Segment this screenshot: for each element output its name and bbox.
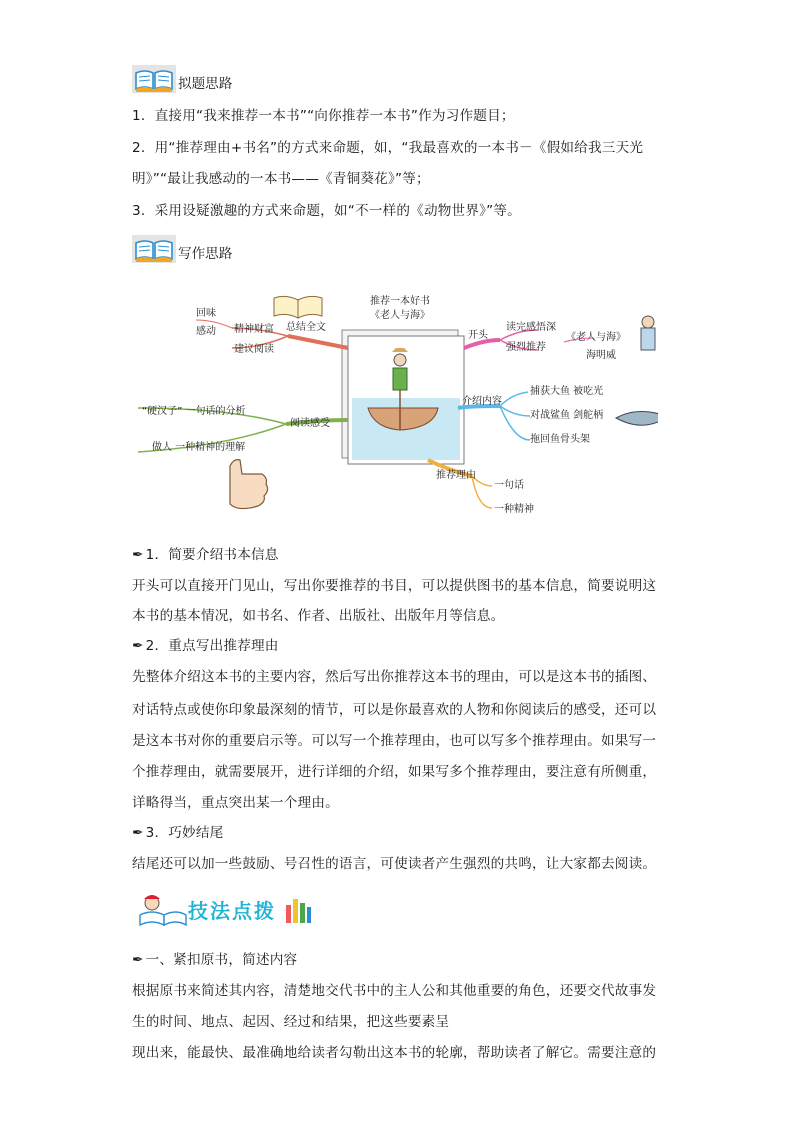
reading-child-icon [136, 893, 188, 927]
text-line: 个推荐理由，就需要展开，进行详细的介绍，如果写多个推荐理由，要注意有所侧重， [132, 764, 657, 780]
branch-content: 介绍内容 [462, 396, 502, 407]
text-line: 详略得当，重点突出某一个理由。 [132, 795, 339, 811]
item-title [132, 950, 297, 970]
text-line: 明》”“最让我感动的一本书——《青铜葵花》”等； [132, 171, 430, 187]
branch-leaf: 强烈推荐 [506, 342, 546, 353]
item-title-text: 3．巧妙结尾 [145, 825, 224, 841]
text-line: 开头可以直接开门见山，写出你要推荐的书目，可以提供图书的基本信息，简要说明这 [132, 578, 657, 594]
item-title-text: 1．简要介绍书本信息 [145, 547, 279, 563]
branch-leaf: “硬汉子” 一句话的分析 [142, 406, 246, 417]
open-book-icon [274, 296, 322, 318]
text-line: 结尾还可以加一些鼓励、号召性的语言，可使读者产生强烈的共鸣，让大家都去阅读。 [132, 856, 657, 872]
branch-leaf: 做人 一种精神的理解 [152, 442, 246, 453]
old-man-icon [641, 316, 655, 350]
item-title [132, 823, 223, 843]
pointer-icon: ✒ [132, 952, 144, 968]
branch-leaf: 拖回鱼骨头架 [530, 434, 590, 445]
pointer-icon: ✒ [132, 547, 144, 563]
branch-leaf: 一句话 [494, 480, 524, 491]
item-title [132, 636, 279, 656]
text-line: 2．用“推荐理由+书名”的方式来命题，如，“我最喜欢的一本书－《假如给我三天光 [132, 140, 644, 156]
branch-opening: 开头 [468, 330, 488, 341]
item-title-text: 一、紧扣原书，简述内容 [145, 952, 298, 968]
item-title [132, 545, 279, 565]
branch-leaf: 海明威 [586, 350, 616, 361]
open-book-icon [132, 65, 176, 93]
item-title-text: 2．重点写出推荐理由 [145, 638, 279, 654]
center-title: 推荐一本好书 [370, 296, 430, 307]
text-line: 对话特点或使你印象最深刻的情节，可以是你最喜欢的人物和你阅读后的感受，还可以 [132, 702, 657, 718]
section-title: 拟题思路 [178, 76, 233, 92]
pencils-icon [284, 895, 312, 925]
section-title: 写作思路 [178, 246, 233, 262]
section-heading-writing [132, 233, 232, 263]
branch-leaf: 一种精神 [494, 504, 534, 515]
text-line: 先整体介绍这本书的主要内容，然后写出你推荐这本书的理由，可以是这本书的插图、 [132, 669, 657, 685]
text-line: 根据原书来简述其内容，清楚地交代书中的主人公和其他重要的角色，还要交代故事发 [132, 983, 657, 999]
banner-title: 技法点拨 [188, 899, 276, 923]
branch-summary: 总结全文 [286, 322, 326, 333]
section-heading-topic [132, 63, 232, 93]
text-line: 是这本书对你的重要启示等。可以写一个推荐理由，也可以写多个推荐理由。如果写一 [132, 733, 657, 749]
text-line: 1．直接用“我来推荐一本书”“向你推荐一本书”作为习作题目； [132, 108, 515, 124]
center-book-illustration [342, 330, 464, 464]
center-book-name: 《老人与海》 [370, 310, 430, 321]
branch-leaf: 回味 [196, 308, 216, 319]
branch-leaf: 感动 [196, 326, 216, 337]
technique-banner [132, 893, 312, 929]
pointer-icon: ✒ [132, 638, 144, 654]
branch-leaf: 读完感悟深 [506, 322, 556, 333]
branch-leaf: 捕获大鱼 被吃光 [530, 386, 604, 397]
thumbs-up-icon [230, 460, 268, 509]
text-line: 生的时间、地点、起因、经过和结果，把这些要素呈 [132, 1014, 450, 1030]
branch-leaf: 《老人与海》 [566, 332, 626, 343]
mind-map-diagram [138, 290, 658, 530]
branch-leaf: 对战鲨鱼 剑舵柄 [530, 410, 604, 421]
branch-leaf: 建议阅读 [234, 344, 274, 355]
pointer-icon: ✒ [132, 825, 144, 841]
open-book-icon [132, 235, 176, 263]
text-line: 本书的基本情况，如书名、作者、出版社、出版年月等信息。 [132, 608, 505, 624]
branch-reading-feelings: 阅读感受 [290, 418, 330, 429]
branch-reasons: 推荐理由 [436, 470, 476, 481]
shark-icon [616, 411, 658, 425]
text-line: 3．采用设疑激趣的方式来命题，如“不一样的《动物世界》”等。 [132, 203, 521, 219]
branch-leaf: 精神财富 [234, 324, 274, 335]
text-line: 现出来，能最快、最准确地给读者勾勒出这本书的轮廓，帮助读者了解它。需要注意的 [132, 1045, 657, 1061]
